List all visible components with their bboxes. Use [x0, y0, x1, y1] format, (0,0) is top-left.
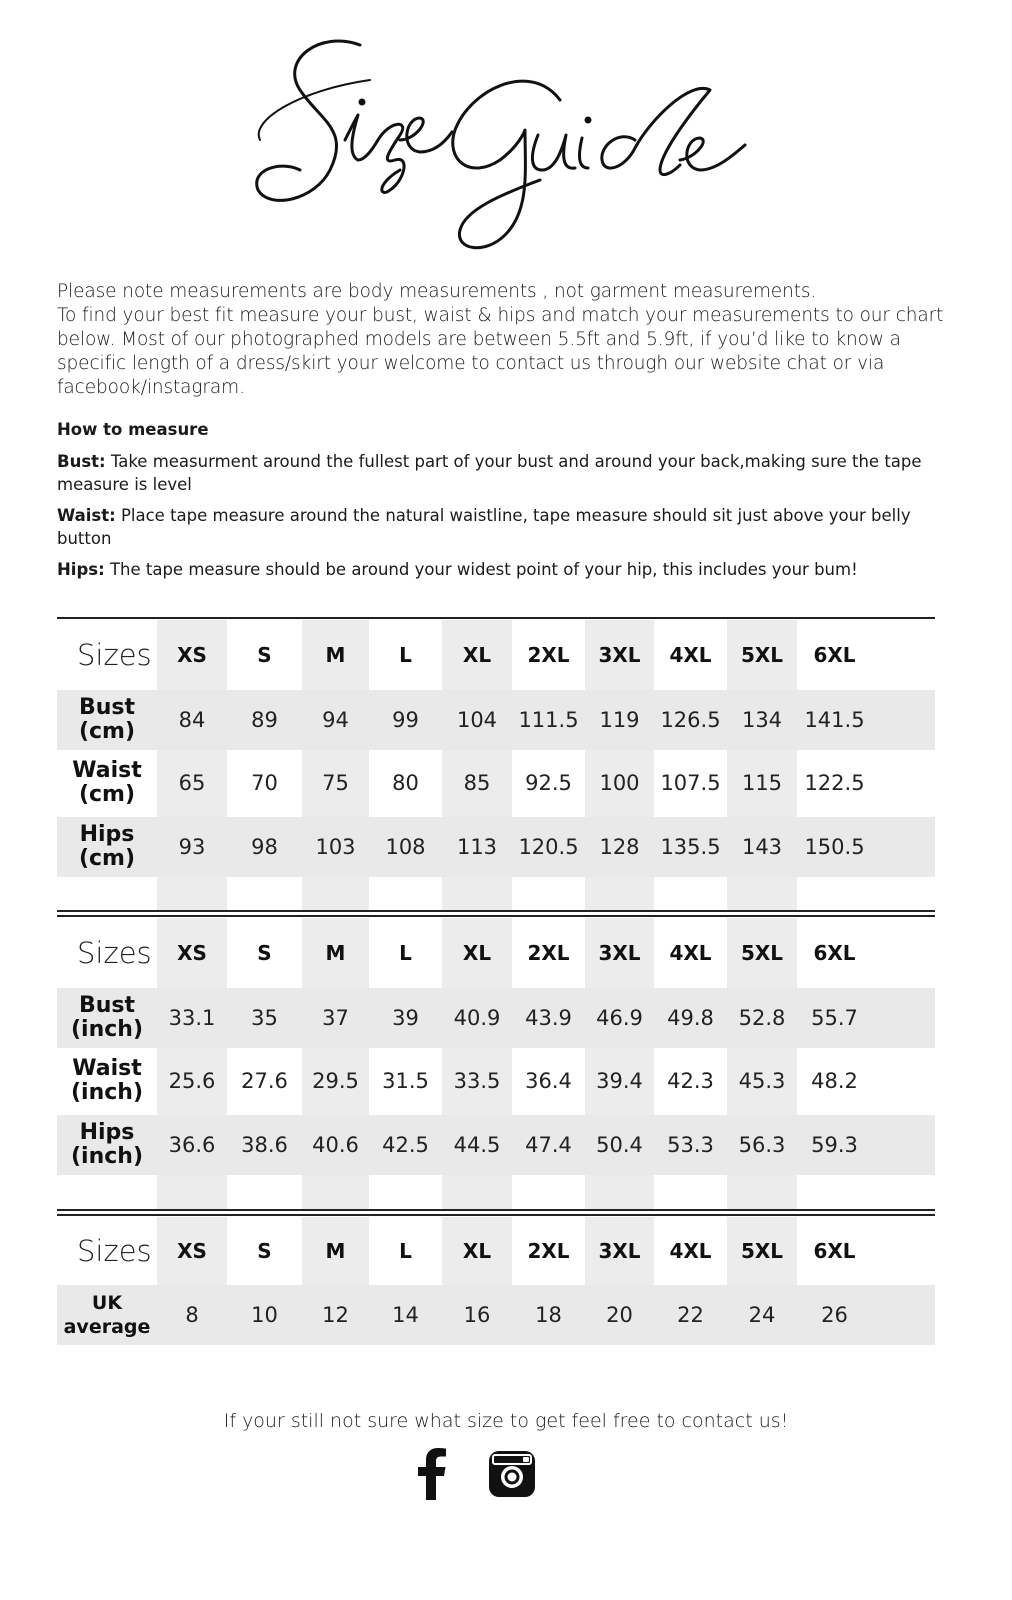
row-label-name: Hips: [79, 822, 135, 847]
row-label-unit: (inch): [70, 1080, 143, 1105]
table-cell: 93: [178, 835, 206, 859]
table-cell: 39.4: [596, 1069, 643, 1093]
size-header: 2XL: [527, 941, 570, 965]
double-divider: [57, 1209, 935, 1216]
table-cell: 38.6: [241, 1133, 288, 1157]
size-header: XL: [462, 643, 492, 667]
size-header: 5XL: [740, 941, 784, 965]
table-cell: 53.3: [667, 1133, 714, 1157]
table-cell: 33.5: [453, 1069, 501, 1093]
table-cell: 92.5: [525, 771, 572, 795]
size-header: S: [257, 643, 272, 667]
table-cell: 22: [677, 1303, 704, 1327]
sizes-label: Sizes: [77, 1234, 152, 1268]
table-cell: 141.5: [804, 708, 865, 732]
size-header: L: [399, 643, 412, 667]
table-cell: 44.5: [453, 1133, 501, 1157]
table-cell: 80: [392, 771, 419, 795]
size-header: XS: [177, 1239, 207, 1263]
table-cell: 39: [392, 1006, 419, 1030]
size-header: 5XL: [740, 643, 784, 667]
table-cell: 26: [821, 1303, 848, 1327]
size-header: 3XL: [598, 1239, 641, 1263]
row-label: [57, 817, 157, 877]
size-header: XL: [462, 1239, 492, 1263]
table-cell: 18: [535, 1303, 562, 1327]
table-cell: 48.2: [811, 1069, 858, 1093]
size-header: XL: [462, 941, 492, 965]
size-header: 2XL: [527, 1239, 570, 1263]
size-header: 2XL: [527, 643, 570, 667]
size-table-inch: [57, 918, 935, 1209]
hips-instruction: [57, 558, 952, 581]
table-cell: 94: [322, 708, 349, 732]
table-cell: 75: [322, 771, 349, 795]
hips-instruction-label: Hips:: [57, 560, 105, 579]
table-cell: 47.4: [525, 1133, 572, 1157]
table-cell: 45.3: [738, 1069, 786, 1093]
table-cell: 37: [322, 1006, 349, 1030]
table-cell: 98: [251, 835, 278, 859]
row-label-name: UK: [91, 1292, 123, 1314]
row-label-unit: average: [63, 1316, 151, 1338]
table-cell: 27.6: [241, 1069, 288, 1093]
row-label: [57, 1285, 157, 1345]
intro-instructions: To find your best fit measure your bust, waist & hips and match your measurements to our chart below. Most of our photographed models are between 5.5ft and 5.9ft, if you’d like to know a specific length of a dress/skirt your welcome to contact us through our website chat or via facebook/instagram.: [57, 305, 944, 398]
size-header: 4XL: [669, 643, 712, 667]
size-header: 5XL: [740, 1239, 784, 1263]
table-cell: 36.6: [168, 1133, 216, 1157]
row-label: [57, 1115, 157, 1175]
waist-instruction: [57, 504, 952, 550]
table-cell: 99: [392, 708, 419, 732]
waist-instruction-text: Place tape measure around the natural waistline, tape measure should sit just above your belly button: [57, 506, 911, 548]
waist-instruction-label: Waist:: [57, 506, 116, 525]
row-label: [57, 753, 157, 813]
table-cell: 16: [463, 1303, 491, 1327]
table-cell: 89: [251, 708, 278, 732]
row-label-unit: (inch): [70, 1017, 143, 1042]
table-cell: 103: [315, 835, 356, 859]
row-label-name: Bust: [78, 695, 136, 720]
table-cell: 70: [251, 771, 278, 795]
hips-instruction-text: The tape measure should be around your widest point of your hip, this includes your bum!: [104, 560, 858, 579]
table-cell: 25.6: [168, 1069, 216, 1093]
table-cell: 134: [741, 708, 783, 732]
table-cell: 42.5: [382, 1133, 429, 1157]
table-cell: 50.4: [596, 1133, 643, 1157]
row-label-name: Waist: [72, 1056, 142, 1081]
bust-instruction-label: Bust:: [57, 452, 106, 471]
size-header: M: [325, 643, 346, 667]
size-header: 3XL: [598, 643, 641, 667]
table-cell: 43.9: [525, 1006, 572, 1030]
size-header: L: [399, 941, 412, 965]
table-cell: 113: [456, 835, 498, 859]
table-cell: 35: [251, 1006, 278, 1030]
bust-instruction-text: Take measurment around the fullest part of your bust and around your back,making sure the tape measure is level: [57, 452, 922, 494]
table-cell: 85: [463, 771, 491, 795]
table-cell: 108: [385, 835, 426, 859]
table-cell: 40.9: [453, 1006, 501, 1030]
table-cell: 104: [456, 708, 498, 732]
table-cell: 36.4: [525, 1069, 572, 1093]
double-divider: [57, 910, 935, 917]
divider: [57, 617, 935, 619]
size-header: 3XL: [598, 941, 641, 965]
row-label: [57, 988, 157, 1048]
table-cell: 40.6: [312, 1133, 359, 1157]
intro-note: Please note measurements are body measurements , not garment measurements.: [57, 281, 817, 302]
table-cell: 128: [599, 835, 640, 859]
bust-instruction: [57, 450, 952, 496]
table-cell: 111.5: [518, 708, 579, 732]
table-cell: 100: [599, 771, 640, 795]
table-cell: 119: [599, 708, 640, 732]
table-cell: 122.5: [804, 771, 865, 795]
row-label: [57, 1051, 157, 1111]
table-cell: 126.5: [660, 708, 721, 732]
table-cell: 115: [741, 771, 783, 795]
table-cell: 56.3: [738, 1133, 786, 1157]
size-header: 6XL: [813, 941, 856, 965]
size-header: L: [399, 1239, 412, 1263]
table-cell: 14: [392, 1303, 419, 1327]
size-header: 6XL: [813, 643, 856, 667]
size-header: XS: [177, 941, 207, 965]
row-label-unit: (cm): [78, 846, 136, 871]
size-table-cm: [57, 620, 935, 910]
size-header: S: [257, 1239, 272, 1263]
table-cell: 33.1: [168, 1006, 216, 1030]
size-header: M: [325, 941, 346, 965]
contact-note: If your still not sure what size to get feel free to contact us!: [223, 1410, 789, 1432]
table-cell: 52.8: [738, 1006, 786, 1030]
row-label-unit: (cm): [78, 719, 136, 744]
facebook-icon[interactable]: [412, 1448, 452, 1500]
size-table-uk: [57, 1217, 935, 1345]
row-label-name: Waist: [72, 758, 142, 783]
size-header: 4XL: [669, 941, 712, 965]
size-guide-logo: [240, 20, 780, 270]
table-cell: 42.3: [667, 1069, 714, 1093]
table-cell: 12: [322, 1303, 349, 1327]
table-cell: 10: [251, 1303, 278, 1327]
size-header: M: [325, 1239, 346, 1263]
row-label-name: Hips: [79, 1120, 135, 1145]
table-cell: 84: [178, 708, 206, 732]
row-label-unit: (cm): [78, 782, 136, 807]
row-label-unit: (inch): [70, 1144, 143, 1169]
table-cell: 143: [741, 835, 783, 859]
table-cell: 29.5: [312, 1069, 359, 1093]
size-header: 6XL: [813, 1239, 856, 1263]
table-cell: 150.5: [804, 835, 865, 859]
size-header: S: [257, 941, 272, 965]
table-cell: 31.5: [382, 1069, 429, 1093]
table-cell: 65: [178, 771, 206, 795]
table-cell: 24: [748, 1303, 776, 1327]
sizes-label: Sizes: [77, 638, 152, 672]
table-cell: 107.5: [660, 771, 721, 795]
instagram-icon[interactable]: [488, 1450, 536, 1498]
social-icons: [412, 1448, 542, 1503]
table-cell: 55.7: [811, 1006, 858, 1030]
size-header: 4XL: [669, 1239, 712, 1263]
row-label: [57, 690, 157, 750]
table-cell: 8: [185, 1303, 199, 1327]
how-to-measure-heading: How to measure: [57, 420, 209, 439]
table-cell: 46.9: [596, 1006, 643, 1030]
table-cell: 20: [606, 1303, 633, 1327]
size-header: XS: [177, 643, 207, 667]
row-label-name: Bust: [78, 993, 136, 1018]
table-cell: 49.8: [667, 1006, 714, 1030]
sizes-label: Sizes: [77, 936, 152, 970]
how-to-measure: [57, 418, 952, 589]
intro-paragraph: [57, 280, 957, 400]
table-cell: 135.5: [660, 835, 721, 859]
table-cell: 59.3: [811, 1133, 858, 1157]
table-cell: 120.5: [518, 835, 579, 859]
